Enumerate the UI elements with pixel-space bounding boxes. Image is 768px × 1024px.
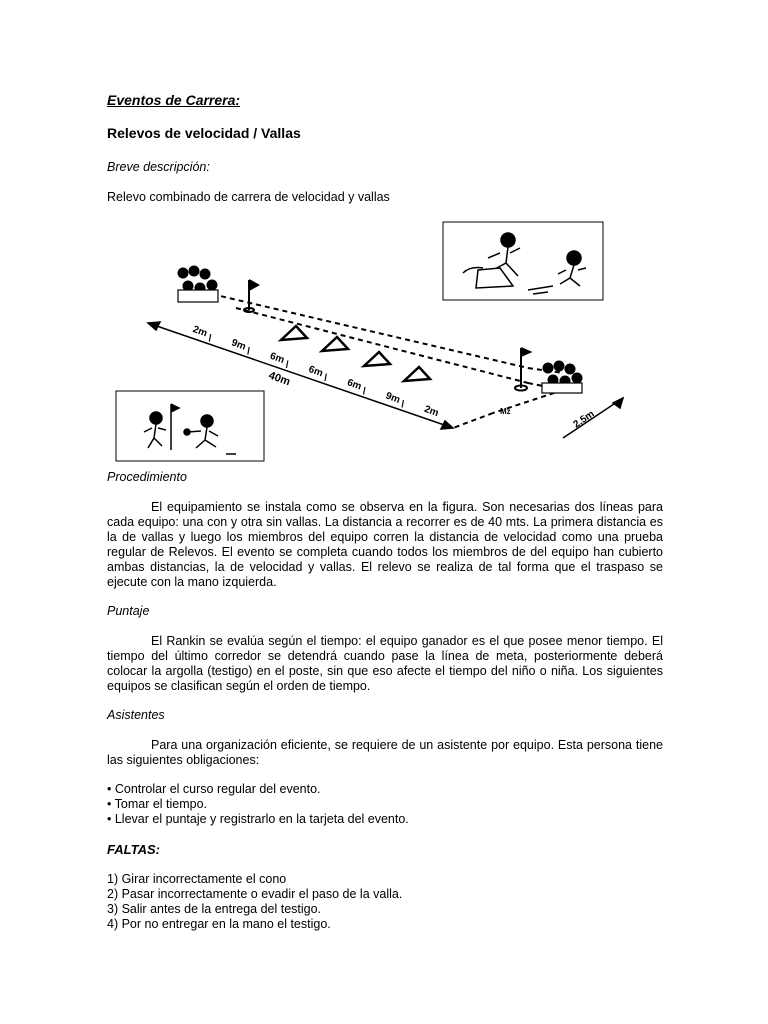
finish-team-icon — [542, 361, 582, 393]
segment-divider: / — [362, 386, 366, 398]
procedimiento-text: El equipamiento se instala como se observa en la figura. Son necesarias dos líneas para cada equipo: una con y otra sin vallas. La distancia a recorrer es de 40 mts. La primera distancia es la de vallas y luego los miembros del equipo corren la distancia de velocidad como una prueba regular de Relevos. El evento se completa cuando todos los miembros de del equipo han cubierto ambas distancias, la de velocidad y vallas. El relevo se realiza de tal forma que el traspaso se ejecute con la mano izquierda. — [107, 500, 663, 589]
asistentes-text: Para una organización eficiente, se requiere de un asistente por equipo. Esta persona tiene las siguientes obligaciones: — [107, 738, 663, 767]
inset-baton-box — [116, 391, 264, 461]
segment-label: 6m — [268, 350, 286, 366]
finish-post-icon — [515, 348, 530, 391]
asistentes-list — [107, 782, 409, 827]
segment-label: 9m — [384, 390, 402, 406]
puntaje-label: Puntaje — [107, 604, 150, 618]
width-label: 2,5m — [571, 408, 597, 431]
list-item: • Controlar el curso regular del evento. — [107, 782, 321, 796]
segment-label: 6m — [345, 377, 363, 393]
list-item: 2) Pasar incorrectamente o evadir el paso de la valla. — [107, 887, 403, 901]
segment-label: 9m — [229, 337, 248, 353]
breve-text: Relevo combinado de carrera de velocidad y vallas — [107, 190, 390, 204]
segment-divider: / — [208, 333, 212, 345]
faltas-list — [107, 872, 402, 932]
start-post-icon — [244, 280, 258, 312]
segment-divider: / — [324, 373, 328, 385]
procedimiento-label: Procedimiento — [107, 470, 187, 484]
puntaje-text: El Rankin se evalúa según el tiempo: el equipo ganador es el que posee menor tiempo. El tiempo del último corredor se detendrá cuando pase la línea de meta, posteriormente deberá colocar la argolla (testigo) en el poste, sin que eso afecte el tiempo del niño o niña. Los siguientes equipos se clasifican según el orden de tiempo. — [107, 634, 663, 693]
meta-label: Mz — [500, 407, 511, 416]
breve-label: Breve descripción: — [107, 160, 210, 174]
asistentes-paragraph — [107, 738, 663, 768]
procedimiento-paragraph — [107, 500, 663, 590]
segment-label: 2m — [422, 403, 441, 420]
segment-divider: / — [285, 359, 289, 371]
segment-label: 6m — [306, 363, 325, 380]
faltas-heading: FALTAS: — [107, 842, 160, 857]
relay-course-figure — [108, 218, 653, 473]
list-item: • Tomar el tiempo. — [107, 797, 208, 811]
list-item: 4) Por no entregar en la mano el testigo. — [107, 917, 331, 931]
asistentes-label: Asistentes — [107, 708, 165, 722]
list-item: • Llevar el puntaje y registrarlo en la tarjeta del evento. — [107, 812, 409, 826]
hurdle-icons — [281, 326, 430, 381]
segment-divider: / — [401, 399, 405, 411]
page-title: Eventos de Carrera: — [107, 92, 241, 108]
start-team-icon — [178, 266, 218, 302]
list-item: 1) Girar incorrectamente el cono — [107, 872, 287, 886]
section-title: Relevos de velocidad / Vallas — [107, 125, 301, 141]
list-item: 3) Salir antes de la entrega del testigo. — [107, 902, 322, 916]
puntaje-paragraph — [107, 634, 663, 694]
segment-label: 2m — [191, 324, 209, 340]
total-distance-label: 40m — [266, 369, 292, 389]
segment-divider: / — [247, 346, 250, 358]
